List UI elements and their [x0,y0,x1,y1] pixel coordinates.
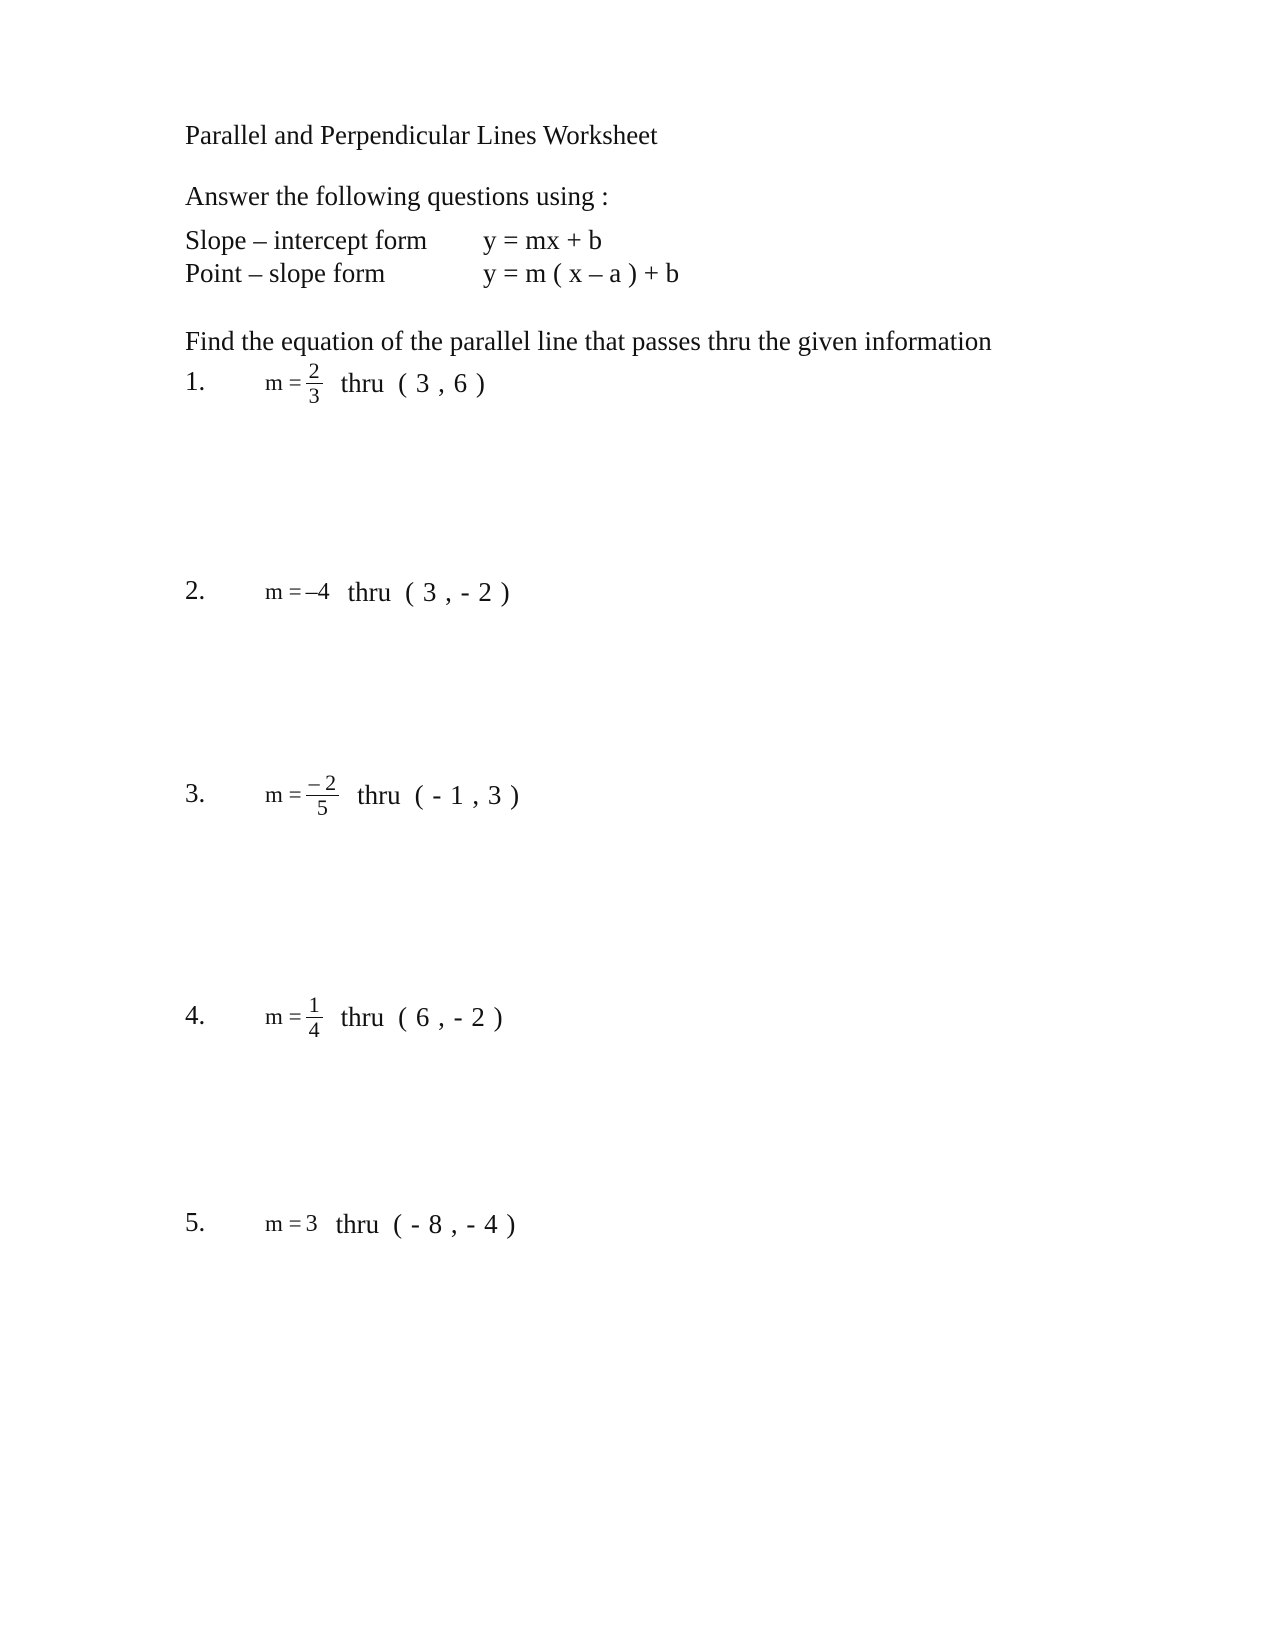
form-name: Point – slope form [185,258,386,288]
slope-value: –4 [305,578,330,605]
form-name: Slope – intercept form [185,225,428,255]
point-coordinates: ( 6 , - 2 ) [398,1001,504,1032]
thru-word: thru [340,1001,385,1032]
point-coordinates: ( - 8 , - 4 ) [393,1208,517,1239]
slope-label: m = [265,1004,302,1029]
slope-fraction [306,993,323,1042]
slope-fraction [306,771,340,820]
point-coordinates: ( 3 , - 2 ) [405,576,511,607]
thru-word: thru [357,779,401,810]
fraction-denominator: 4 [308,1016,320,1042]
fraction-numerator: 1 [306,993,323,1018]
problem-expression [265,575,511,609]
slope-label: m = [265,370,302,395]
problem-number: 2. [185,575,206,605]
instruction-text: Find the equation of the parallel line that passes thru the given information [185,326,992,356]
worksheet-title: Parallel and Perpendicular Lines Worksheet [185,120,658,150]
intro-text: Answer the following questions using : [185,181,609,211]
form-equation: y = mx + b [483,225,602,255]
slope-value: 3 [305,1210,318,1237]
fraction-numerator: 2 [306,359,323,384]
problem-number: 1. [185,366,206,396]
fraction-denominator: 5 [316,794,328,820]
problem-expression [265,991,504,1042]
fraction-numerator: – 2 [306,771,340,796]
thru-word: thru [335,1208,380,1239]
problem-number: 4. [185,1000,206,1030]
slope-fraction [306,359,323,408]
point-coordinates: ( - 1 , 3 ) [414,779,521,810]
form-equation: y = m ( x – a ) + b [483,258,680,288]
slope-label: m = [265,1211,302,1236]
problem-number: 3. [185,778,206,808]
thru-word: thru [347,576,392,607]
problem-number: 5. [185,1207,206,1237]
fraction-denominator: 3 [308,382,320,408]
point-coordinates: ( 3 , 6 ) [398,367,486,398]
slope-label: m = [265,579,302,604]
problem-expression [265,769,521,820]
thru-word: thru [340,367,385,398]
slope-label: m = [265,782,302,807]
problem-expression [265,357,486,408]
problem-expression [265,1207,516,1241]
